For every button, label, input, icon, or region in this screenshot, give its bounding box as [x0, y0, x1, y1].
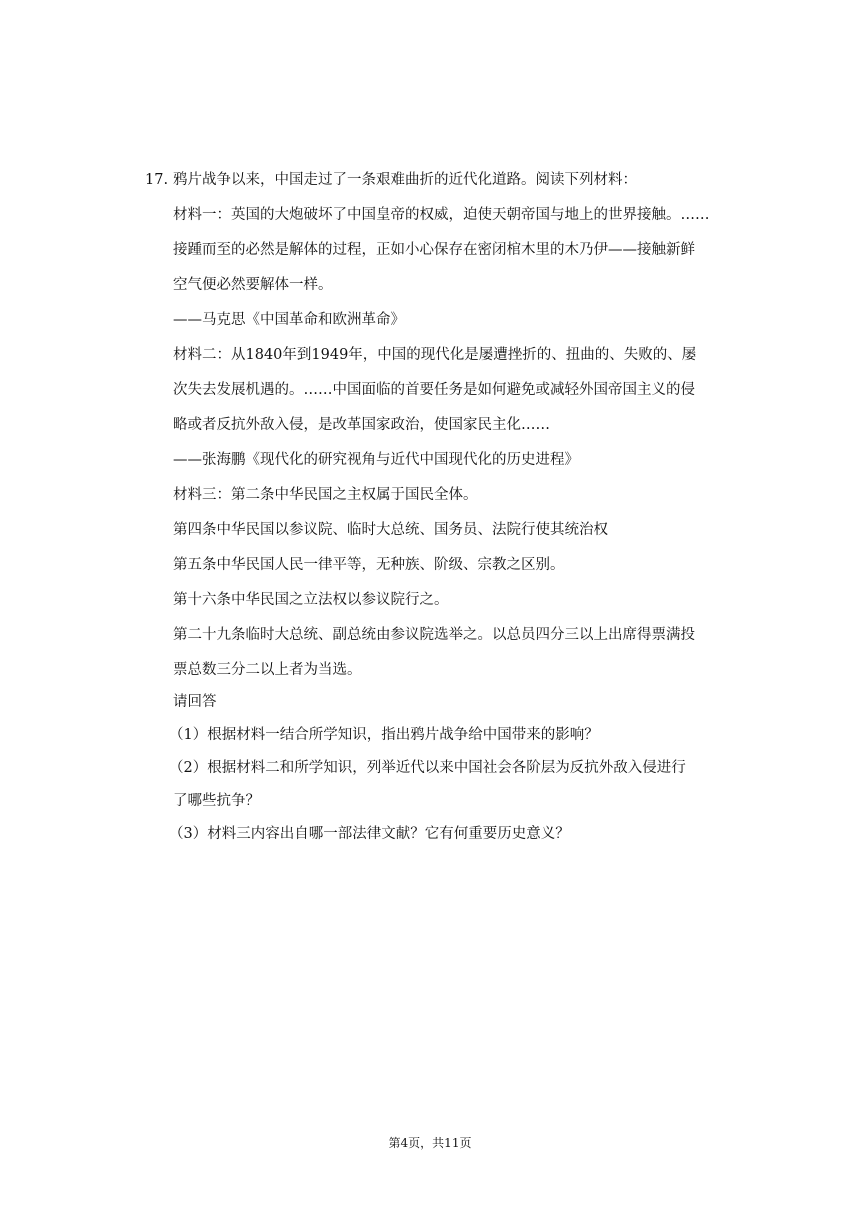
- material1-line-1: 材料一：英国的大炮破坏了中国皇帝的权威，迫使天朝帝国与地上的世界接触。……: [173, 207, 710, 223]
- material1-source: ——马克思《中国革命和欧洲革命》: [173, 312, 405, 328]
- material3-line-1: 材料三：第二条中华民国之主权属于国民全体。: [173, 487, 478, 503]
- answer-prompt: 请回答: [173, 694, 217, 710]
- material3-line-5: 第二十九条临时大总统、副总统由参议院选举之。以总员四分三以上出席得票满投: [173, 627, 695, 643]
- material3-line-4: 第十六条中华民国之立法权以参议院行之。: [173, 592, 449, 608]
- material1-line-3: 空气便必然要解体一样。: [173, 277, 333, 293]
- sub-question-1: （1）根据材料一结合所学知识，指出鸦片战争给中国带来的影响？: [169, 727, 599, 743]
- material3-line-3: 第五条中华民国人民一律平等，无种族、阶级、宗教之区别。: [173, 557, 565, 573]
- question-number: 17.: [145, 172, 169, 188]
- question-stem-text: 鸦片战争以来，中国走过了一条艰难曲折的近代化道路。阅读下列材料：: [173, 172, 637, 188]
- sub-question-2-line-2: 了哪些抗争？: [173, 793, 260, 809]
- material2-line-1: 材料二：从1840年到1949年，中国的现代化是屡遭挫折的、扭曲的、失败的、屡: [173, 347, 697, 363]
- material1-line-2: 接踵而至的必然是解体的过程，正如小心保存在密闭棺木里的木乃伊——接触新鲜: [173, 242, 695, 258]
- sub-question-3: （3）材料三内容出自哪一部法律文献？它有何重要历史意义？: [169, 826, 570, 842]
- material2-source: ——张海鹏《现代化的研究视角与近代中国现代化的历史进程》: [173, 452, 579, 468]
- question-stem: [145, 170, 637, 190]
- material3-line-2: 第四条中华民国以参议院、临时大总统、国务员、法院行使其统治权: [173, 522, 608, 538]
- page-footer: 第4页，共11页: [388, 1136, 472, 1150]
- material3-line-6: 票总数三分二以上者为当选。: [173, 662, 362, 678]
- material2-line-2: 次失去发展机遇的。……中国面临的首要任务是如何避免或减轻外国帝国主义的侵: [173, 382, 695, 398]
- sub-question-2-line-1: （2）根据材料二和所学知识，列举近代以来中国社会各阶层为反抗外敌入侵进行: [169, 760, 686, 776]
- material2-line-3: 略或者反抗外敌入侵，是改革国家政治，使国家民主化……: [173, 417, 550, 433]
